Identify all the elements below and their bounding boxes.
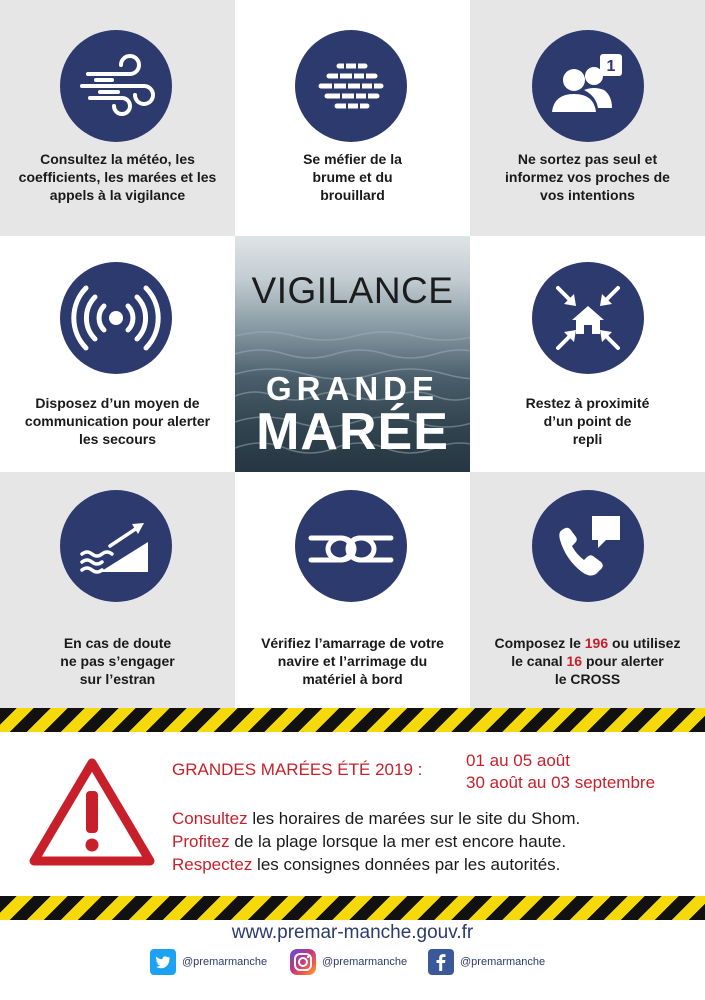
- tip-text: Restez à proximité d’un point de repli: [525, 395, 650, 447]
- tip-text: Vérifiez l’amarrage de votre navire et l’arrimage du matériel à bord: [261, 635, 444, 687]
- rising-tide-icon: [60, 490, 172, 602]
- tip-brume: [235, 0, 470, 236]
- banner-subtitle-1: GRANDE: [265, 370, 439, 407]
- tip-amarrage: [235, 472, 470, 708]
- vigilance-banner: [235, 236, 470, 472]
- tip-meteo: [0, 0, 235, 236]
- twitter-link[interactable]: @premarmanche: [150, 948, 267, 976]
- tip-text: Consultez la météo, les coefficients, les marées et les appels à la vigilance: [18, 151, 217, 203]
- shelter-icon: [532, 262, 644, 374]
- twitter-icon: [150, 949, 176, 975]
- notification-badge: 1: [606, 58, 616, 75]
- instagram-icon: [290, 949, 316, 975]
- tip-text: Disposez d’un moyen de communication pour alerter les secours: [24, 395, 211, 447]
- tip-text: Composez le 196 ou utilisez le canal 16 pour alerter le CROSS: [494, 635, 681, 687]
- people-notification-icon: [532, 30, 644, 142]
- tip-seul: [470, 0, 705, 236]
- wind-icon: [60, 30, 172, 142]
- tip-estran: [0, 472, 235, 708]
- banner-title: VIGILANCE: [251, 270, 454, 311]
- advice-list: [172, 807, 580, 876]
- advice-item: Consultez les horaires de marées sur le site du Shom.: [172, 809, 581, 828]
- tip-cross: [470, 472, 705, 708]
- warning-title: GRANDES MARÉES ÉTÉ 2019 :: [172, 760, 423, 779]
- phone-chat-icon: [532, 490, 644, 602]
- hazard-stripe-top: [0, 708, 705, 732]
- facebook-link[interactable]: @premarmanche: [428, 948, 545, 976]
- tip-text: Ne sortez pas seul et informez vos proches de vos intentions: [505, 151, 670, 203]
- tip-repli: [470, 236, 705, 472]
- hazard-stripe-bottom: [0, 896, 705, 920]
- banner-subtitle-2: MARÉE: [256, 403, 449, 461]
- emergency-number: 196: [584, 635, 609, 651]
- tip-text: En cas de doute ne pas s’engager sur l’estran: [60, 635, 175, 687]
- instagram-link[interactable]: @premarmanche: [290, 948, 407, 976]
- facebook-icon: [428, 949, 454, 975]
- signal-icon: [60, 262, 172, 374]
- warning-dates: 01 au 05 août 30 août au 03 septembre: [466, 751, 656, 792]
- tip-text: Se méfier de la brume et du brouillard: [303, 151, 402, 203]
- website-link[interactable]: www.premar-manche.gouv.fr: [231, 922, 474, 943]
- warning-triangle-icon: [28, 755, 156, 869]
- advice-item: Respectez les consignes données par les autorités.: [172, 855, 561, 874]
- fog-icon: [295, 30, 407, 142]
- vhf-channel: 16: [566, 653, 583, 669]
- advice-item: Profitez de la plage lorsque la mer est encore haute.: [172, 832, 567, 851]
- knot-icon: [295, 490, 407, 602]
- tip-communication: [0, 236, 235, 472]
